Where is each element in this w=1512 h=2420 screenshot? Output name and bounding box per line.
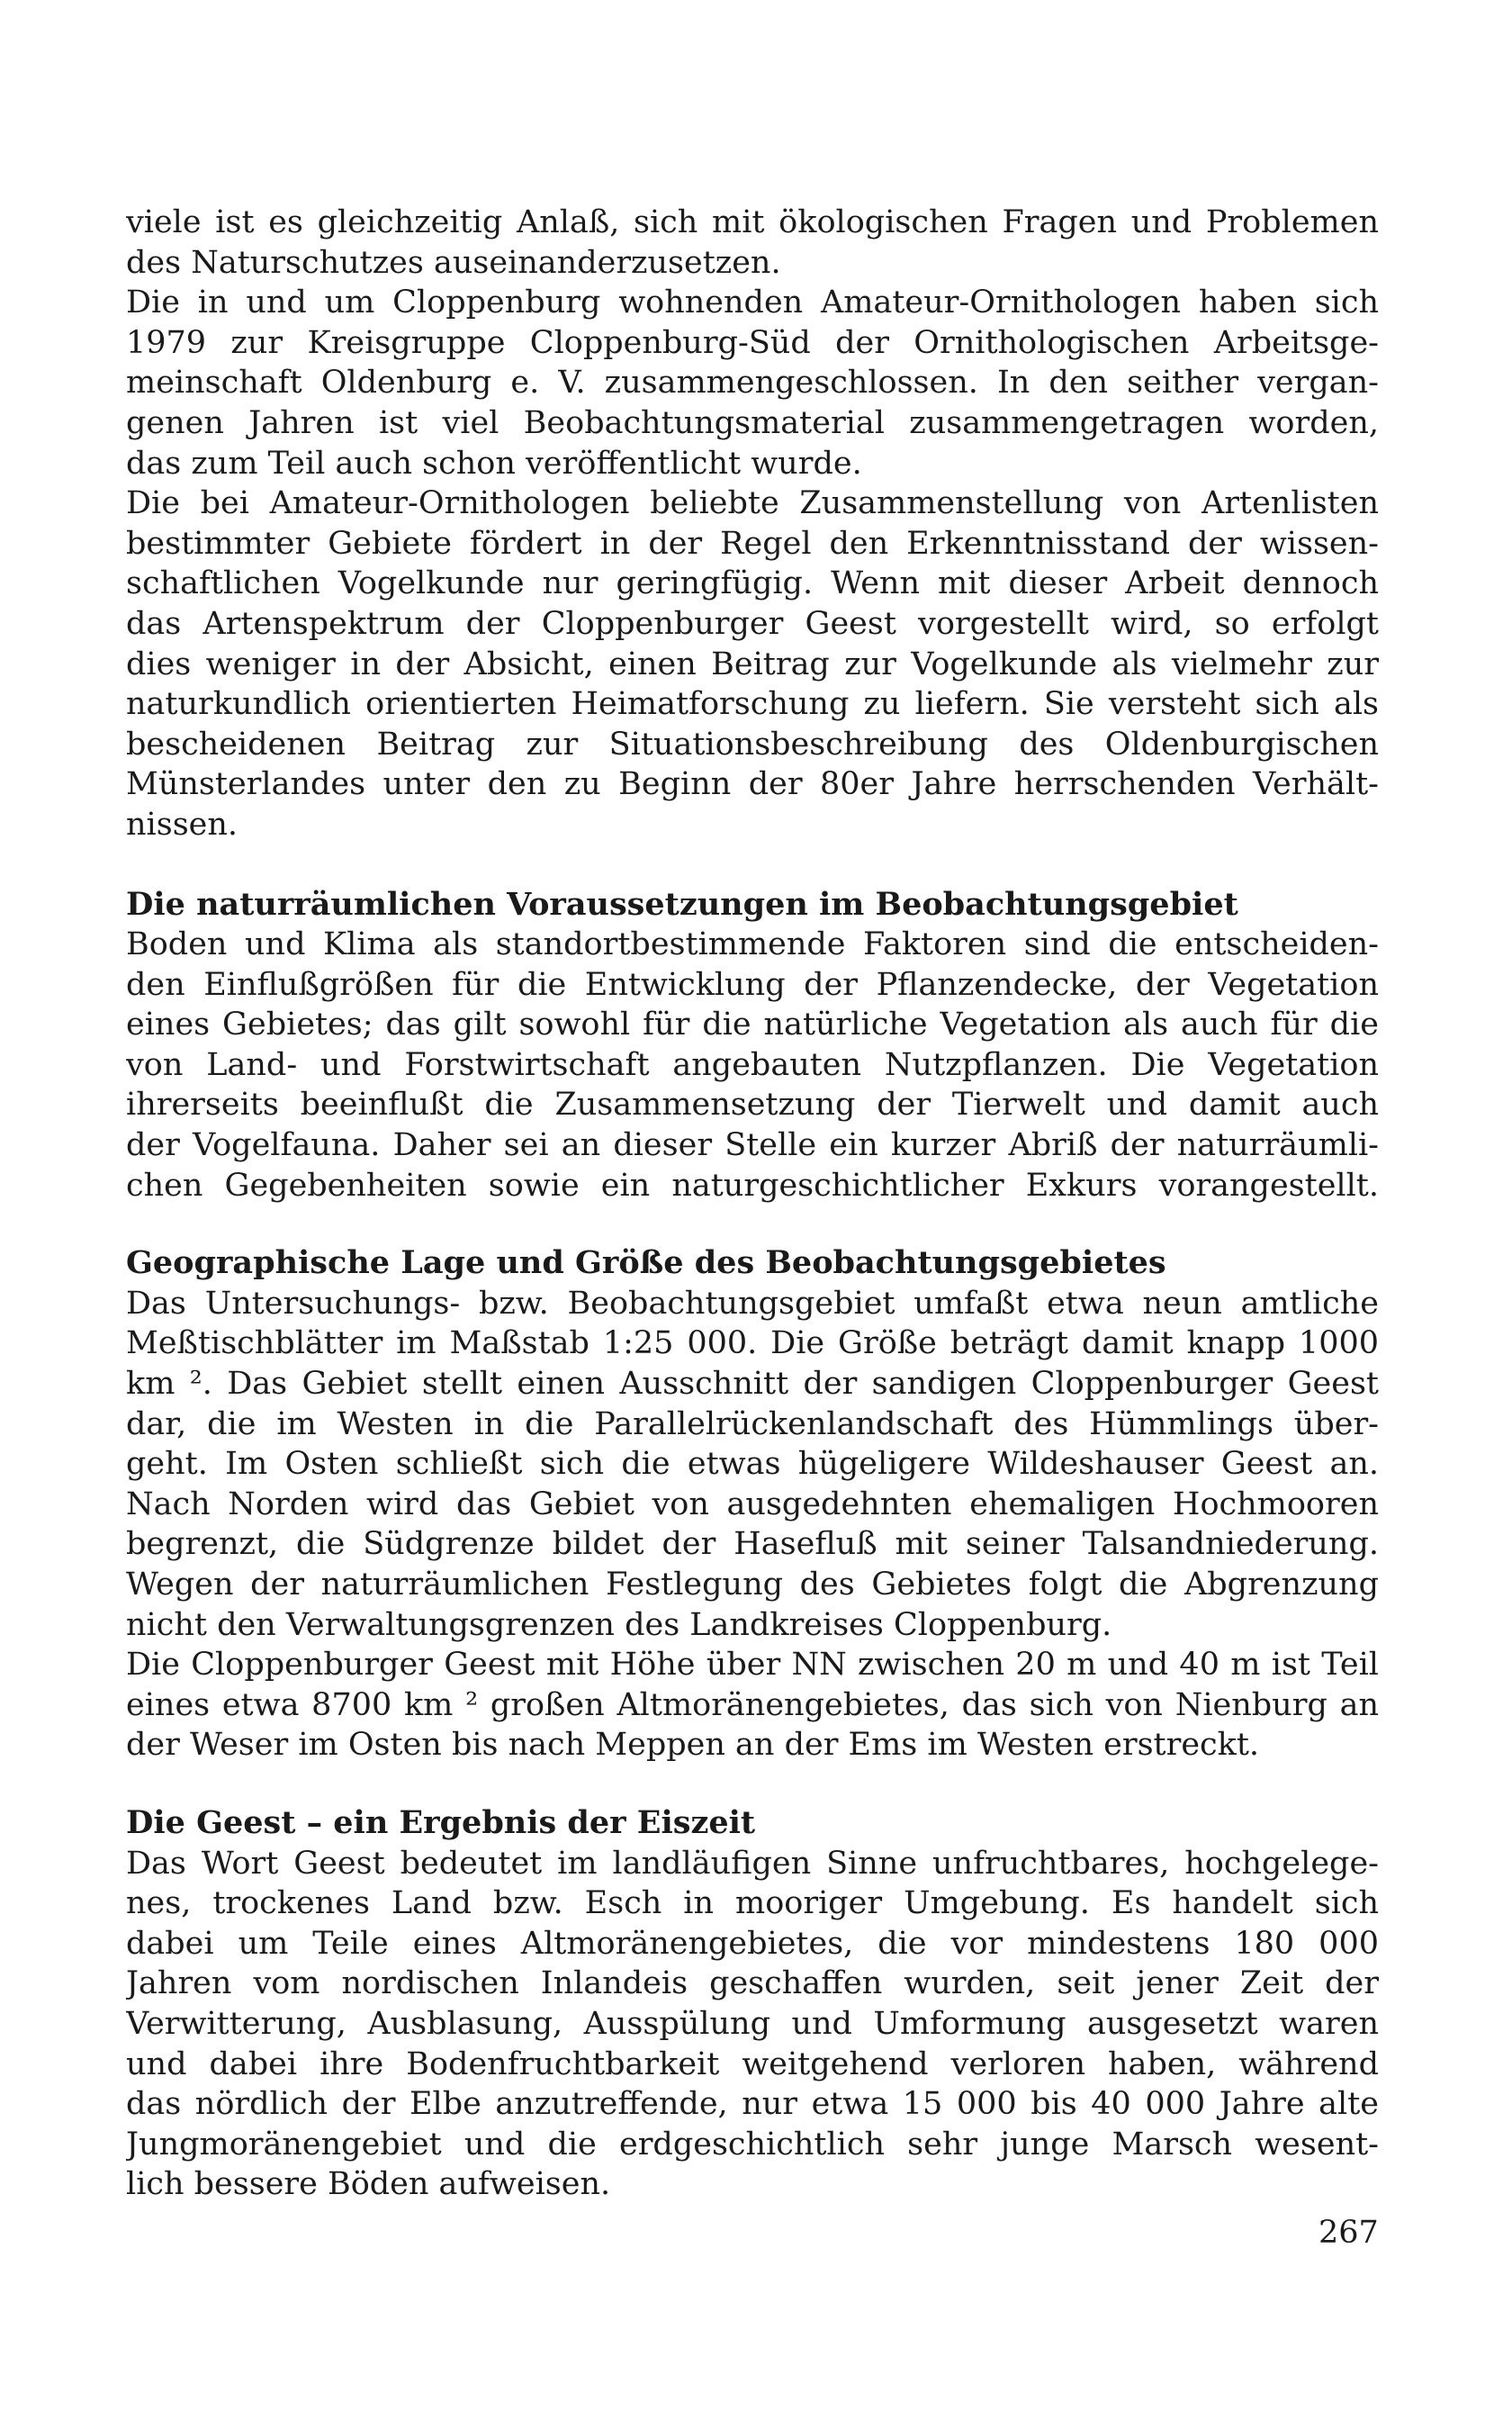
page-number: 267 (1318, 2215, 1379, 2251)
text-line: Nach Norden wird das Gebiet von ausgedehnten ehemaligen Hochmooren (126, 1485, 1379, 1522)
text-line: geht. Im Osten schließt sich die etwas hügeligere Wildeshauser Geest an. (126, 1446, 1379, 1483)
text-line: Meßtischblätter im Maßstab 1:25 000. Die Größe beträgt damit knapp 1000 (126, 1325, 1379, 1362)
text-line: von Land- und Forstwirtschaft angebauten Nutzpflanzen. Die Vegetation (126, 1046, 1379, 1083)
text-line: ihrerseits beeinflußt die Zusammensetzung der Tierwelt und damit auch (126, 1087, 1379, 1124)
text-line: nicht den Verwaltungsgrenzen des Landkreises Cloppenburg. (126, 1606, 1112, 1643)
text-line: eines Gebietes; das gilt sowohl für die natürliche Vegetation als auch für die (126, 1007, 1379, 1043)
text-line: dabei um Teile eines Altmoränengebietes, die vor mindestens 180 000 (126, 1925, 1379, 1962)
text-line: nes, trockenes Land bzw. Esch in mooriger Umgebung. Es handelt sich (126, 1885, 1379, 1922)
text-line: meinschaft Oldenburg e. V. zusammengeschlossen. In den seither vergan- (126, 365, 1379, 402)
text-line: Die in und um Cloppenburg wohnenden Amateur-Ornithologen haben sich (126, 284, 1379, 321)
text-line: Verwitterung, Ausblasung, Ausspülung und Umformung ausgesetzt waren (126, 2005, 1379, 2042)
intro-paragraphs (126, 203, 1379, 845)
section-lage (126, 1243, 1379, 1765)
text-line: das Artenspektrum der Cloppenburger Geest vorgestellt wird, so erfolgt (126, 605, 1379, 642)
text-line: km ². Das Gebiet stellt einen Ausschnitt der sandigen Cloppenburger Geest (126, 1366, 1379, 1403)
text-line: den Einflußgrößen für die Entwicklung der Pflanzendecke, der Vegetation (126, 966, 1379, 1003)
section-heading: Geographische Lage und Größe des Beobachtungsgebietes (126, 1244, 1166, 1282)
text-line: viele ist es gleichzeitig Anlaß, sich mit ökologischen Fragen und Problemen (126, 204, 1379, 240)
page-body (126, 203, 1379, 2205)
text-line: und dabei ihre Bodenfruchtbarkeit weitgehend verloren haben, während (126, 2045, 1379, 2082)
text-line: Münsterlandes unter den zu Beginn der 80er Jahre herrschenden Verhält- (126, 766, 1379, 803)
text-line: 1979 zur Kreisgruppe Cloppenburg-Süd der Ornithologischen Arbeitsge- (126, 324, 1379, 361)
section-heading: Die Geest – ein Ergebnis der Eiszeit (126, 1803, 756, 1841)
text-line: genen Jahren ist viel Beobachtungsmaterial zusammengetragen worden, (126, 404, 1379, 441)
text-line: Boden und Klima als standortbestimmende Faktoren sind die entscheiden- (126, 926, 1379, 963)
text-line: Die Cloppenburger Geest mit Höhe über NN zwischen 20 m und 40 m ist Teil (126, 1647, 1379, 1684)
text-line: Das Wort Geest bedeutet im landläufigen Sinne unfruchtbares, hochgelege- (126, 1845, 1379, 1882)
section-geest (126, 1803, 1379, 2205)
text-line: eines etwa 8700 km ² großen Altmoränengebietes, das sich von Nienburg an (126, 1686, 1379, 1723)
text-line: Die bei Amateur-Ornithologen beliebte Zusammenstellung von Artenlisten (126, 485, 1379, 522)
section-heading: Die naturräumlichen Voraussetzungen im Beobachtungsgebiet (126, 885, 1238, 923)
text-line: dar, die im Westen in die Parallelrückenlandschaft des Hümmlings über- (126, 1405, 1379, 1442)
text-line: bestimmter Gebiete fördert in der Regel den Erkenntnisstand der wissen- (126, 525, 1379, 562)
text-line: das nördlich der Elbe anzutreffende, nur etwa 15 000 bis 40 000 Jahre alte (126, 2086, 1379, 2123)
text-line: Jungmoränengebiet und die erdgeschichtlich sehr junge Marsch wesent- (126, 2126, 1379, 2163)
text-line: nissen. (126, 806, 238, 843)
text-line: der Vogelfauna. Daher sei an dieser Stelle ein kurzer Abriß der naturräumli- (126, 1127, 1379, 1164)
text-line: Das Untersuchungs- bzw. Beobachtungsgebiet umfaßt etwa neun amtliche (126, 1285, 1379, 1322)
text-line: lich bessere Böden aufweisen. (126, 2166, 611, 2203)
text-line: Wegen der naturräumlichen Festlegung des Gebietes folgt die Abgrenzung (126, 1567, 1379, 1603)
text-line: chen Gegebenheiten sowie ein naturgeschichtlicher Exkurs vorangestellt. (126, 1167, 1379, 1204)
text-line: Jahren vom nordischen Inlandeis geschaffen wurden, seit jener Zeit der (126, 1965, 1379, 2002)
text-line: schaftlichen Vogelkunde nur geringfügig. Wenn mit dieser Arbeit dennoch (126, 565, 1379, 602)
text-line: das zum Teil auch schon veröffentlicht wurde. (126, 445, 862, 482)
text-line: des Naturschutzes auseinanderzusetzen. (126, 244, 781, 281)
text-line: dies weniger in der Absicht, einen Beitrag zur Vogelkunde als vielmehr zur (126, 646, 1379, 682)
text-line: der Weser im Osten bis nach Meppen an der Ems im Westen erstreckt. (126, 1727, 1260, 1764)
text-line: naturkundlich orientierten Heimatforschung zu liefern. Sie versteht sich als (126, 686, 1379, 723)
text-line: bescheidenen Beitrag zur Situationsbeschreibung des Oldenburgischen (126, 726, 1379, 763)
text-line: begrenzt, die Südgrenze bildet der Hasefluß mit seiner Talsandniederung. (126, 1526, 1379, 1563)
section-naturraum (126, 885, 1379, 1206)
